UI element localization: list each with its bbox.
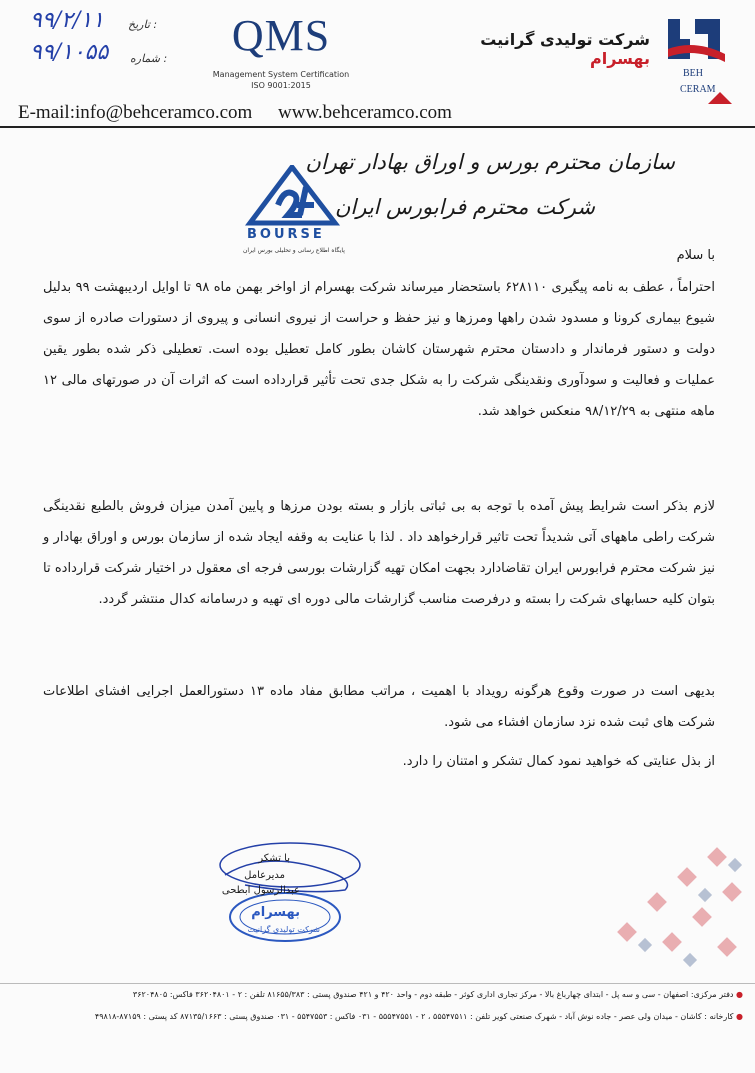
email-address: E-mail:info@behceramco.com <box>18 102 253 123</box>
decorative-tiles-icon <box>560 840 750 975</box>
qms-subtitle: Management System Certification <box>212 70 350 79</box>
logo-text-ceram: CERAM <box>680 84 716 95</box>
qms-iso: ISO 9001:2015 <box>251 81 311 90</box>
recipient-line-1: سازمان محترم بورس و اوراق بهادار تهران <box>305 150 675 174</box>
website-url: www.behceramco.com <box>278 102 452 123</box>
qms-logo: QMS <box>231 11 331 60</box>
number-label: شماره : <box>130 52 168 65</box>
company-brand: بهسرام <box>589 49 650 68</box>
greeting: با سلام <box>676 248 715 263</box>
bullet-icon: ● <box>733 990 743 999</box>
body-paragraph-3: بدیهی است در صورت وقوع هرگونه رویداد با اهمیت ، مراتب مطابق مفاد ماده ۱۳ دستورالعمل اجرایی افشای اطلاعات شرکت های ثبت شده نزد سازمان افشاء می شود. <box>43 684 716 730</box>
bullet-icon: ● <box>733 1012 743 1021</box>
letter-number: ۹۹/۱۰۵۵ <box>30 40 109 65</box>
footer-factory-text: کارخانه : کاشان - میدان ولی عصر - جاده نوش آباد - شهرک صنعتی کویر تلفن : ۵۵۵۴۷۵۱۱ ، ۲ - ۵۵۵۴۷۵۵۱ - ۰۳۱ فاکس : ۵۵۴۷۵۵۳ - ۰۳۱ صندوق پستی : ۸۷۱۳۵/۱۶۶۳ کد پستی : ۸۷۱۵۹-۴۹۸۱۸ <box>94 1012 734 1021</box>
stamp-company: شرکت تولیدی گرانیت <box>247 925 320 934</box>
header-divider <box>0 126 755 128</box>
stamp-brand: بهسرام <box>251 905 300 920</box>
company-prefix: شرکت تولیدی گرانیت <box>480 30 650 49</box>
logo-text-beh: BEH <box>683 68 703 79</box>
bourse-stamp-word: BOURSE <box>247 227 325 242</box>
footer-factory-address <box>95 1012 743 1021</box>
footer-divider <box>0 983 755 984</box>
signature-title: مدیرعامل <box>244 870 285 881</box>
signature-block <box>205 835 375 945</box>
body-paragraph-2: لازم بذکر است شرایط پیش آمده با توجه به بی ثباتی بازار و بسته بودن مرزها و پایین آمدن میزان فروش بالطبع نقدینگی شرکت راطی ماههای آتی شدیداً تحت تاثیر قرارخواهد داد . لذا با عنایت به وقفه ایجاد شده از سازمان بورس و اوراق بهادار و نیز شرکت محترم فرابورس ایران تقاضادارد بجهت امکان تهیه گزارشات بورسی فرجه ای معقول در اختیار شرکت قرارداده تا بتوان کلیه حسابهای شرکت را بسته و درفرصت مناسب گزارشات مالی دوره ای تهیه و درسامانه کدال منتشر گردد. <box>43 499 715 607</box>
company-name <box>455 30 650 68</box>
footer-office-text: دفتر مرکزی: اصفهان - سی و سه پل - ابتدای چهارباغ بالا - مرکز تجاری اداری کوثر - طبقه دوم - واحد ۴۲۰ و ۴۲۱ صندوق پستی : ۸۱۶۵۵/۳۸۳ تلفن : ۲ - ۳۶۲۰۴۸۰۱ فاکس: ۳۶۲۰۴۸۰۵ <box>132 990 734 999</box>
body-paragraph-1: احتراماً ، عطف به نامه پیگیری ۶۲۸۱۱۰ باستحضار میرساند شرکت بهسرام از اواخر بهمن ماه ۹۸ تا اوایل اردیبهشت ۹۹ بدلیل شیوع بیماری کرونا و مسدود شدن راهها ومرزها و نیز حفظ و حراست از نیروی انسانی و پیروی از دستورات صادره از سوی دولت و دستور فرماندار و دادستان محترم شهرستان کاشان بطور کامل تعطیل بوده است. تعطیلی ذکر شده بطور یقین عملیات و فعالیت و سودآوری ونقدینگی شرکت را به شکل جدی تحت تأثیر قرارداده است که اثرات آن در صورتهای مالی ۱۲ ماهه منتهی به ۹۸/۱۲/۲۹ منعکس خواهد شد. <box>43 280 716 419</box>
letter-date: ۹۹/۲/۱۱ <box>30 8 104 33</box>
date-label: تاریخ : <box>128 18 158 31</box>
body-paragraph-4: از بذل عنایتی که خواهید نمود کمال تشکر و امتنان را دارد. <box>402 754 715 769</box>
footer-office-address <box>133 990 743 999</box>
signature-thanks: با تشکر <box>258 853 290 864</box>
recipient-line-2: شرکت محترم فرابورس ایران <box>334 195 595 219</box>
bourse-stamp-subtitle: پایگاه اطلاع رسانی و تحلیلی بورس ایران <box>243 247 345 254</box>
signature-name: عبدالرسول ابطحی <box>221 885 300 896</box>
